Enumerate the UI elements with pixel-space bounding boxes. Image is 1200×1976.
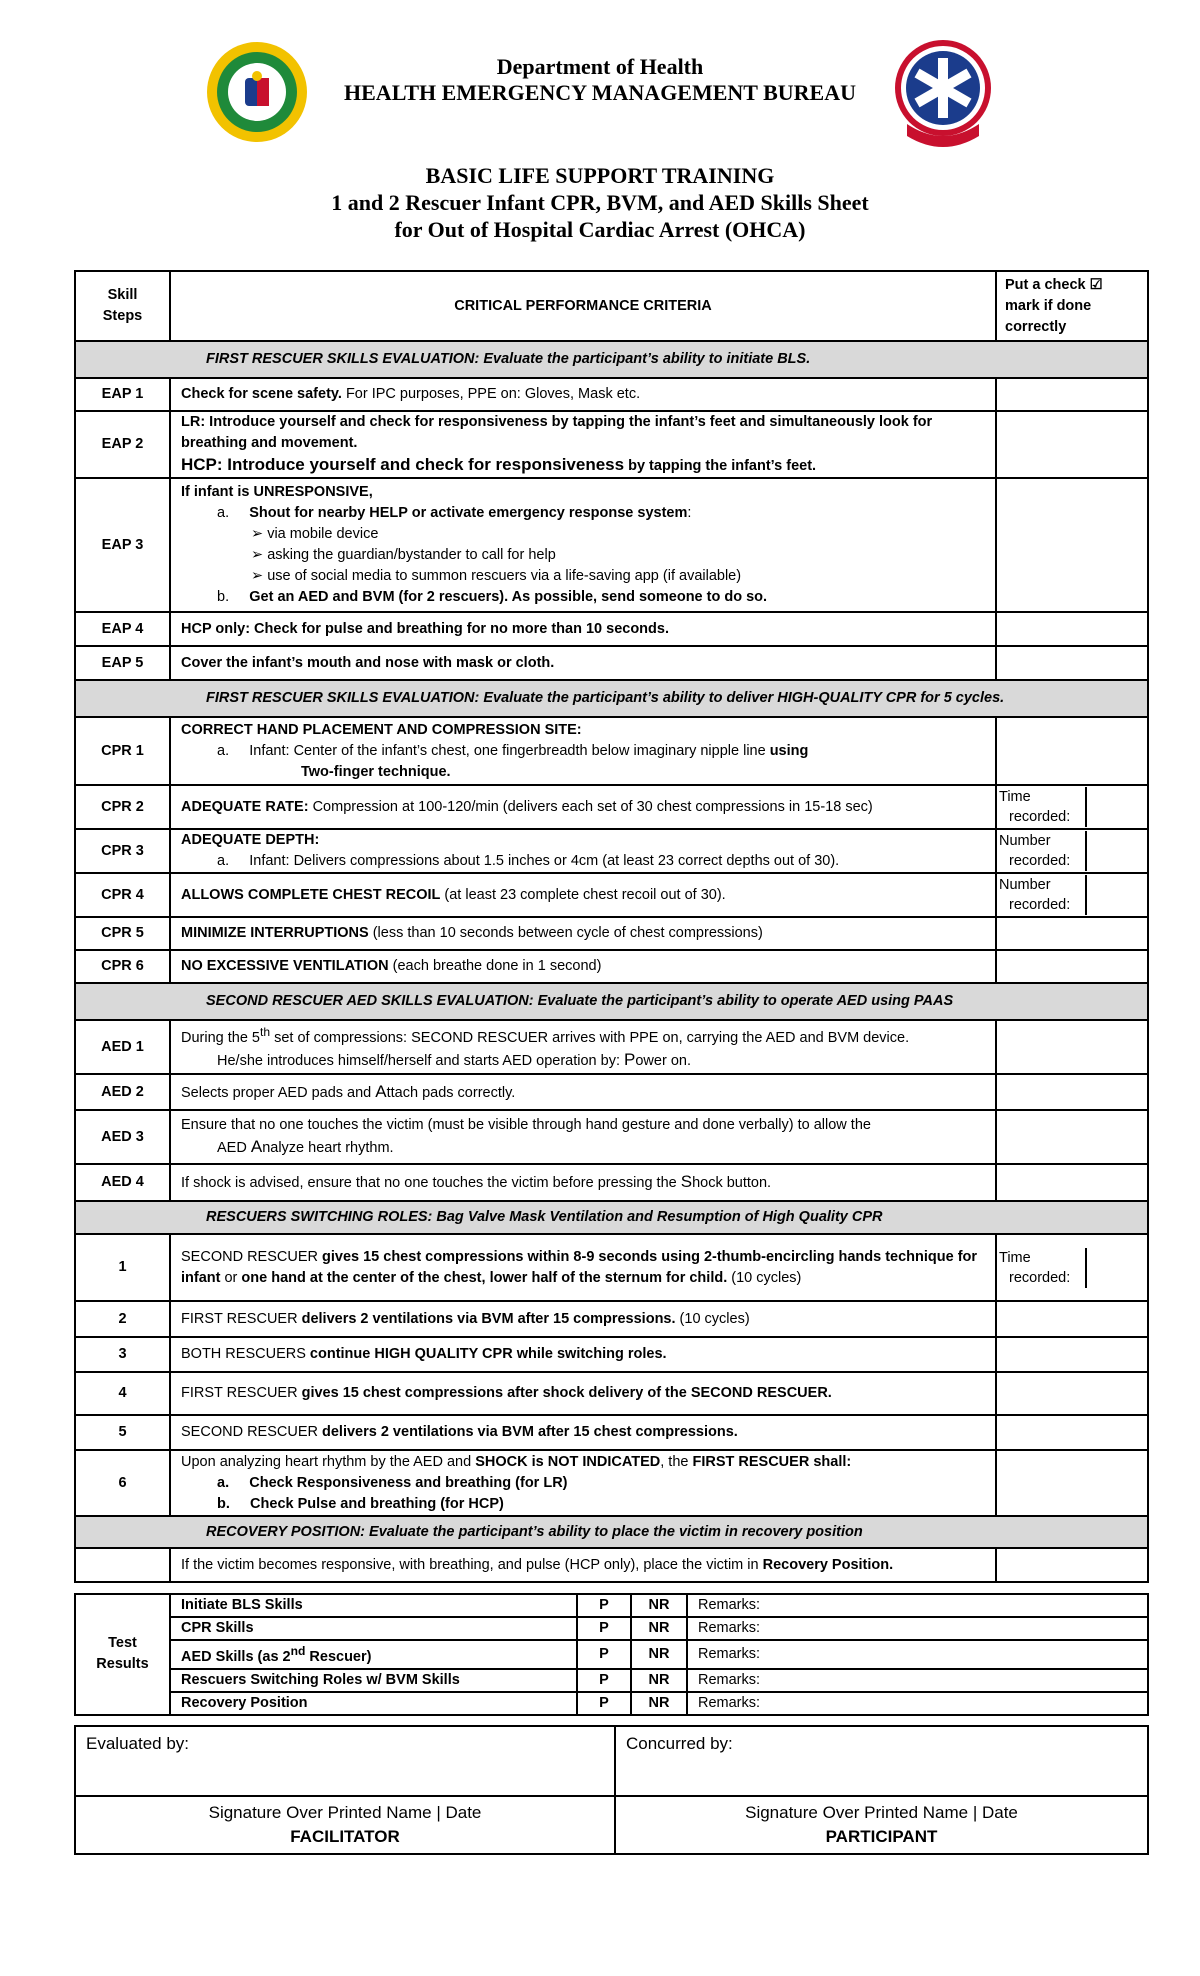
pass-option[interactable]: P: [577, 1669, 631, 1692]
record-cell: [996, 873, 1148, 917]
table-row: [75, 478, 1148, 612]
step-label: 5: [75, 1415, 170, 1450]
result-skill: Initiate BLS Skills: [170, 1594, 577, 1617]
concurred-by-field[interactable]: Concurred by:: [615, 1726, 1148, 1796]
pass-option[interactable]: P: [577, 1640, 631, 1669]
table-row: [75, 1640, 1148, 1669]
table-row: [75, 1020, 1148, 1074]
criteria-cell: CORRECT HAND PLACEMENT AND COMPRESSION SITE: a. Infant: Center of the infant’s chest, one fingerbreadth below imaginary nipple line using Two-finger technique.: [170, 717, 996, 785]
skills-table: [74, 270, 1149, 1583]
record-label: Time recorded:: [999, 789, 1071, 825]
criteria-lr: LR: Introduce yourself and check for responsiveness by tapping the infant’s feet and simultaneously look for breathing and movement.: [181, 414, 933, 451]
remarks-field[interactable]: Remarks:: [687, 1617, 1148, 1640]
section-row: [75, 680, 1148, 717]
table-row: [75, 1726, 1148, 1796]
result-skill: Recovery Position: [170, 1692, 577, 1715]
criteria-hcp: HCP: Introduce yourself and check for responsiveness: [181, 455, 625, 474]
list-item: ➢ asking the guardian/bystander to call for help: [251, 545, 985, 566]
step-label: EAP 1: [75, 378, 170, 411]
time-recorded-input[interactable]: [1086, 787, 1147, 827]
step-label: EAP 5: [75, 646, 170, 680]
document-header: [0, 0, 1200, 250]
check-box[interactable]: [996, 612, 1148, 646]
criteria-text: Infant: Center of the infant’s chest, one fingerbreadth below imaginary nipple line: [249, 742, 770, 759]
step-label: 3: [75, 1337, 170, 1372]
remarks-field[interactable]: Remarks:: [687, 1692, 1148, 1715]
table-row: [75, 717, 1148, 785]
step-label: 1: [75, 1234, 170, 1301]
check-box[interactable]: [996, 1074, 1148, 1110]
table-row: [75, 1164, 1148, 1201]
facilitator-signature: Signature Over Printed Name | Date FACILITATOR: [75, 1796, 615, 1854]
check-box[interactable]: [996, 646, 1148, 680]
result-skill: AED Skills (as 2nd Rescuer): [170, 1640, 577, 1669]
table-row: [75, 1372, 1148, 1415]
step-label: CPR 6: [75, 950, 170, 983]
criteria-cell: NO EXCESSIVE VENTILATION (each breathe done in 1 second): [170, 950, 996, 983]
department-name: Department of Health: [496, 54, 704, 79]
criteria-bold: Get an AED and BVM (for 2 rescuers). As possible, send someone to do so.: [249, 589, 768, 605]
check-box[interactable]: [996, 717, 1148, 785]
table-row: [75, 1796, 1148, 1854]
title-line-1: BASIC LIFE SUPPORT TRAINING: [425, 163, 775, 188]
section-row: [75, 1516, 1148, 1548]
evaluated-by-field[interactable]: Evaluated by:: [75, 1726, 615, 1796]
check-box[interactable]: [996, 1164, 1148, 1201]
remarks-field[interactable]: Remarks:: [687, 1594, 1148, 1617]
table-row: [75, 1337, 1148, 1372]
number-recorded-input[interactable]: [1086, 831, 1147, 871]
check-box[interactable]: [996, 1337, 1148, 1372]
not-ready-option[interactable]: NR: [631, 1640, 687, 1669]
check-box[interactable]: [996, 1372, 1148, 1415]
step-label: [75, 1548, 170, 1582]
check-box[interactable]: [996, 1548, 1148, 1582]
criteria-cell: BOTH RESCUERS continue HIGH QUALITY CPR while switching roles.: [170, 1337, 996, 1372]
table-row: [75, 1617, 1148, 1640]
table-row: [75, 646, 1148, 680]
list-item: ➢ use of social media to summon rescuers via a life-saving app (if available): [251, 566, 985, 587]
check-header: Put a check ☑ mark if done correctly: [996, 271, 1148, 341]
not-ready-option[interactable]: NR: [631, 1617, 687, 1640]
step-label: CPR 4: [75, 873, 170, 917]
not-ready-option[interactable]: NR: [631, 1669, 687, 1692]
bullet-list: [181, 524, 985, 587]
criteria-cell: During the 5th set of compressions: SECOND RESCUER arrives with PPE on, carrying the AED and BVM device. He/she introduces himself/herself and starts AED operation by: Power on.: [170, 1020, 996, 1074]
step-label: EAP 2: [75, 411, 170, 478]
step-label: 2: [75, 1301, 170, 1337]
criteria-cell: ADEQUATE RATE: Compression at 100-120/min (delivers each set of 30 chest compressions in 15-18 sec): [170, 785, 996, 829]
pass-option[interactable]: P: [577, 1594, 631, 1617]
step-label: CPR 2: [75, 785, 170, 829]
criteria-cell: FIRST RESCUER gives 15 chest compressions after shock delivery of the SECOND RESCUER.: [170, 1372, 996, 1415]
section-first-cpr: FIRST RESCUER SKILLS EVALUATION: Evaluate the participant’s ability to deliver HIGH-QUALITY CPR for 5 cycles.: [75, 680, 1148, 717]
not-ready-option[interactable]: NR: [631, 1594, 687, 1617]
criteria-bold: Check for scene safety.: [181, 386, 342, 402]
list-marker: a.: [217, 505, 230, 521]
title-line-3: for Out of Hospital Cardiac Arrest (OHCA): [394, 217, 806, 242]
criteria-cell: Cover the infant’s mouth and nose with mask or cloth.: [170, 646, 996, 680]
skill-steps-header: Skill Steps: [75, 271, 170, 341]
list-marker: a.: [217, 742, 230, 759]
check-box[interactable]: [996, 1110, 1148, 1164]
table-row: [75, 873, 1148, 917]
result-skill: Rescuers Switching Roles w/ BVM Skills: [170, 1669, 577, 1692]
test-results-label: Test Results: [75, 1594, 170, 1715]
record-cell: [996, 1234, 1148, 1301]
criteria-cell: [170, 378, 996, 411]
criteria-hcp-rest: by tapping the infant’s feet.: [624, 458, 817, 474]
list-item: ➢ via mobile device: [251, 524, 985, 545]
criteria-cell: MINIMIZE INTERRUPTIONS (less than 10 seconds between cycle of chest compressions): [170, 917, 996, 950]
step-label: 6: [75, 1450, 170, 1516]
result-skill: CPR Skills: [170, 1617, 577, 1640]
criteria-cell: [170, 411, 996, 478]
table-row: [75, 411, 1148, 478]
table-row: [75, 1074, 1148, 1110]
title-line-2: 1 and 2 Rescuer Infant CPR, BVM, and AED Skills Sheet: [331, 190, 869, 215]
check-box[interactable]: [996, 1301, 1148, 1337]
section-row: [75, 341, 1148, 378]
table-row: [75, 950, 1148, 983]
step-label: EAP 3: [75, 478, 170, 612]
criteria-cell: If shock is advised, ensure that no one touches the victim before pressing the Shock button.: [170, 1164, 996, 1201]
step-label: AED 3: [75, 1110, 170, 1164]
table-row: [75, 1692, 1148, 1715]
step-label: CPR 3: [75, 829, 170, 873]
criteria-cell: If the victim becomes responsive, with breathing, and pulse (HCP only), place the victim in Recovery Position.: [170, 1548, 996, 1582]
criteria-bold: Shout for nearby HELP or activate emergency response system: [249, 505, 688, 521]
step-label: EAP 4: [75, 612, 170, 646]
table-row: [75, 1450, 1148, 1516]
bureau-name: HEALTH EMERGENCY MANAGEMENT BUREAU: [344, 80, 856, 105]
test-results-table: [74, 1593, 1149, 1716]
criteria-intro: If infant is UNRESPONSIVE,: [181, 484, 373, 500]
section-row: [75, 1201, 1148, 1234]
record-cell: [996, 785, 1148, 829]
table-row: [75, 1415, 1148, 1450]
step-label: AED 2: [75, 1074, 170, 1110]
criteria-cell: ALLOWS COMPLETE CHEST RECOIL (at least 23 complete chest recoil out of 30).: [170, 873, 996, 917]
remarks-field[interactable]: Remarks:: [687, 1669, 1148, 1692]
check-box[interactable]: [996, 378, 1148, 411]
table-row: [75, 1110, 1148, 1164]
check-box[interactable]: [996, 411, 1148, 478]
criteria-cell: Ensure that no one touches the victim (must be visible through hand gesture and done verbally) to allow the AED Analyze heart rhythm.: [170, 1110, 996, 1164]
criteria-cell: Upon analyzing heart rhythm by the AED and SHOCK is NOT INDICATED, the FIRST RESCUER shall: a. Check Responsiveness and breathing (for LR) b. Check Pulse and breathing (for HCP): [170, 1450, 996, 1516]
step-label: CPR 5: [75, 917, 170, 950]
participant-signature: Signature Over Printed Name | Date PARTICIPANT: [615, 1796, 1148, 1854]
record-label: Number recorded:: [999, 877, 1071, 913]
hemb-seal-icon: [887, 36, 999, 148]
check-box[interactable]: [996, 917, 1148, 950]
table-row: [75, 612, 1148, 646]
criteria-cell: SECOND RESCUER gives 15 chest compressions within 8-9 seconds using 2-thumb-encircling hands technique for infant or one hand at the center of the chest, lower half of the sternum for child. (10 cycles): [170, 1234, 996, 1301]
table-row: [75, 829, 1148, 873]
criteria-title: CORRECT HAND PLACEMENT AND COMPRESSION SITE:: [181, 721, 582, 738]
criteria-cell: SECOND RESCUER delivers 2 ventilations via BVM after 15 chest compressions.: [170, 1415, 996, 1450]
time-recorded-input[interactable]: [1086, 1248, 1147, 1288]
check-box[interactable]: [996, 950, 1148, 983]
step-label: AED 1: [75, 1020, 170, 1074]
check-box[interactable]: [996, 1415, 1148, 1450]
table-row: [75, 1669, 1148, 1692]
criteria-cell: ADEQUATE DEPTH: a. Infant: Delivers compressions about 1.5 inches or 4cm (at least 23 correct depths out of 30).: [170, 829, 996, 873]
number-recorded-input[interactable]: [1086, 875, 1147, 915]
criteria-technique: Two-finger technique.: [301, 763, 451, 780]
table-row: [75, 1548, 1148, 1582]
step-label: 4: [75, 1372, 170, 1415]
list-marker: b.: [217, 589, 230, 605]
check-box[interactable]: [996, 478, 1148, 612]
section-switching: RESCUERS SWITCHING ROLES: Bag Valve Mask Ventilation and Resumption of High Quality CPR: [75, 1201, 1148, 1234]
criteria-header: CRITICAL PERFORMANCE CRITERIA: [170, 271, 996, 341]
table-header-row: [75, 271, 1148, 341]
record-label: Time recorded:: [999, 1249, 1071, 1286]
check-box[interactable]: [996, 1020, 1148, 1074]
table-row: [75, 1234, 1148, 1301]
table-row: [75, 917, 1148, 950]
record-cell: [996, 829, 1148, 873]
table-row: [75, 1594, 1148, 1617]
table-row: [75, 378, 1148, 411]
section-row: [75, 983, 1148, 1020]
remarks-field[interactable]: Remarks:: [687, 1640, 1148, 1669]
pass-option[interactable]: P: [577, 1617, 631, 1640]
section-first-bls: FIRST RESCUER SKILLS EVALUATION: Evaluate the participant’s ability to initiate BLS.: [75, 341, 1148, 378]
step-label: CPR 1: [75, 717, 170, 785]
section-second-aed: SECOND RESCUER AED SKILLS EVALUATION: Evaluate the participant’s ability to operate AED using PAAS: [75, 983, 1148, 1020]
criteria-cell: HCP only: Check for pulse and breathing for no more than 10 seconds.: [170, 612, 996, 646]
section-recovery: RECOVERY POSITION: Evaluate the participant’s ability to place the victim in recovery position: [75, 1516, 1148, 1548]
step-label: AED 4: [75, 1164, 170, 1201]
not-ready-option[interactable]: NR: [631, 1692, 687, 1715]
pass-option[interactable]: P: [577, 1692, 631, 1715]
criteria-cell: If infant is UNRESPONSIVE, a. Shout for nearby HELP or activate emergency response system: ➢ via mobile device ➢ asking the guardian/bystander to call for help ➢ use of social media to summon rescuers via a life-saving app (if available) b. Get an AED and BVM (for 2 rescuers). As possible, send someone to do so.: [170, 478, 996, 612]
check-box[interactable]: [996, 1450, 1148, 1516]
table-row: [75, 785, 1148, 829]
criteria-text: For IPC purposes, PPE on: Gloves, Mask etc.: [341, 386, 641, 402]
criteria-cell: FIRST RESCUER delivers 2 ventilations via BVM after 15 compressions. (10 cycles): [170, 1301, 996, 1337]
table-row: [75, 1301, 1148, 1337]
criteria-cell: Selects proper AED pads and Attach pads correctly.: [170, 1074, 996, 1110]
signature-table: [74, 1725, 1149, 1855]
record-label: Number recorded:: [999, 833, 1071, 869]
